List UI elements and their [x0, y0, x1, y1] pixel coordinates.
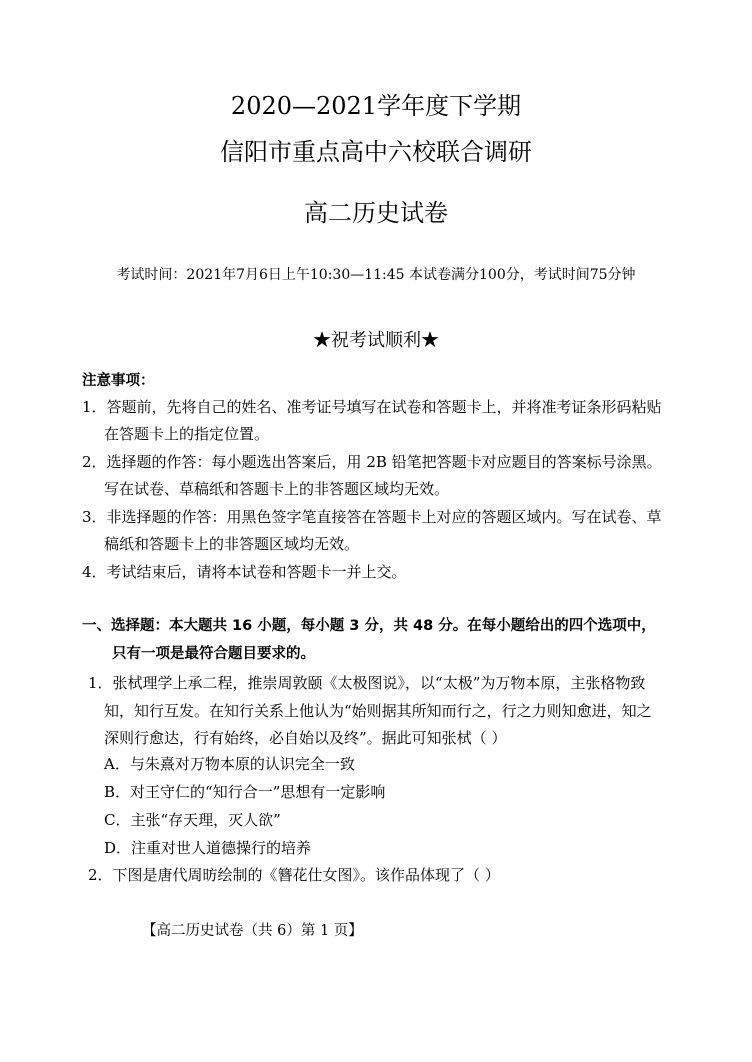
- section-heading-line: 一、选择题：本大题共 16 小题，每小题 3 分，共 48 分。在每小题给出的四个选项中，: [82, 618, 656, 634]
- page-footer: 【高二历史试卷（共 6）第 1 页】: [142, 923, 363, 939]
- notice-item-continuation: 稿纸和答题卡上的非答题区域均无效。: [104, 535, 360, 553]
- question-stem-line: 知，知行互发。在知行关系上他认为“始则据其所知而行之，行之力则知愈进，知之: [104, 702, 652, 720]
- school-line: 信阳市重点高中六校联合调研: [220, 138, 532, 166]
- question-stem-line: 深则行愈达，行有始终，必自始以及终”。据此可知张栻（ ）: [104, 729, 507, 747]
- notice-item: 4．考试结束后，请将本试卷和答题卡一并上交。: [82, 563, 407, 581]
- question-stem-line: 2．下图是唐代周昉绘制的《簪花仕女图》。该作品体现了（ ）: [88, 866, 500, 884]
- option-a: A．与朱熹对万物本原的认识完全一致: [104, 755, 355, 773]
- cheer-line: ★祝考试顺利★: [313, 330, 439, 351]
- option-d: D．注重对世人道德操行的培养: [104, 839, 312, 857]
- section-heading-line: 只有一项是最符合题目要求的。: [112, 646, 315, 662]
- notice-item-continuation: 在答题卡上的指定位置。: [104, 425, 270, 443]
- year-line: 2020—2021学年度下学期: [230, 92, 522, 120]
- notice-item: 1．答题前，先将自己的姓名、准考证号填写在试卷和答题卡上，并将准考证条形码粘贴: [82, 398, 662, 416]
- notice-item: 3．非选择题的作答：用黑色签字笔直接答在答题卡上对应的答题区域内。写在试卷、草: [82, 508, 662, 526]
- question-stem-line: 1．张栻理学上承二程，推崇周敦颐《太极图说》，以“太极”为万物本原，主张格物致: [88, 674, 646, 692]
- option-b: B．对王守仁的“知行合一”思想有一定影响: [104, 783, 386, 801]
- exam-info: 考试时间：2021年7月6日上午10:30—11:45 本试卷满分100分，考试时间75分钟: [116, 267, 636, 283]
- notice-item-continuation: 写在试卷、草稿纸和答题卡上的非答题区域均无效。: [104, 480, 450, 498]
- notice-heading: 注意事项：: [82, 373, 155, 389]
- option-c: C．主张“存天理，灭人欲”: [104, 811, 281, 829]
- notice-item: 2．选择题的作答：每小题选出答案后，用 2B 铅笔把答题卡对应题目的答案标号涂黑。: [82, 453, 662, 471]
- exam-title: 高二历史试卷: [304, 199, 448, 227]
